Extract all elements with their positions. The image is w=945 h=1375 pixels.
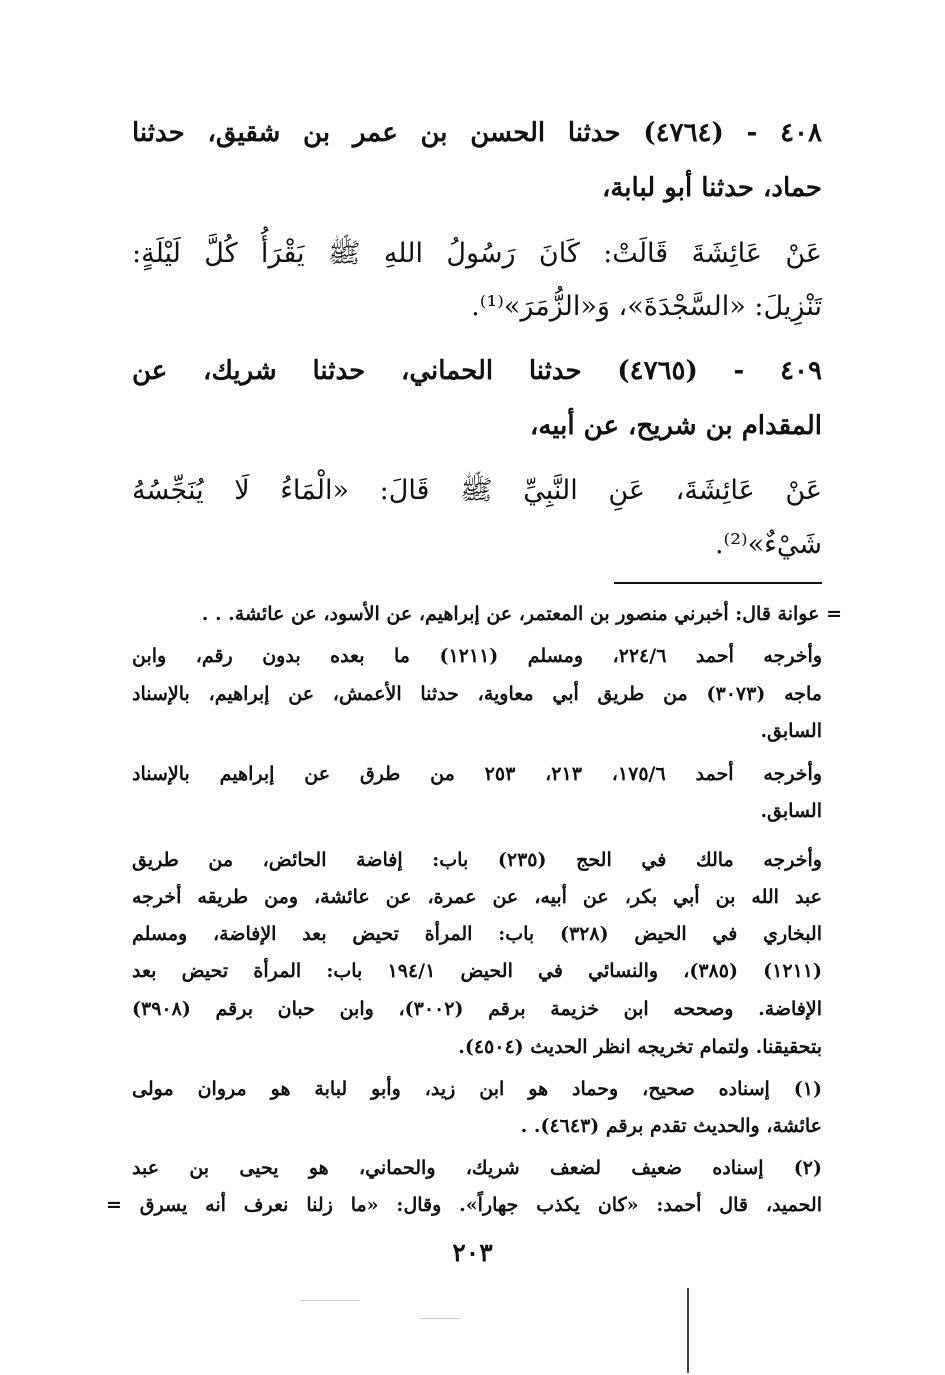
footnote-1-line-1: (١) إسناده صحيح، وحماد هو ابن زيد، وأبو لبابة هو مروان مولى (132, 1078, 822, 1100)
footnote-1-line-2: عائشة، والحديث تقدم برقم (٤٦٤٣). . (520, 1115, 822, 1137)
footnote-p3-line-2: عبد الله بن أبي بكر، عن أبيه، عن عمرة، عن عائشة، ومن طريقه أخرجه (132, 886, 822, 908)
footnote-2-line-2: الحميد، قال أحمد: «كان يكذب جهاراً». وقال: «ما زلنا نعرف أنه يسرق = (106, 1194, 822, 1216)
footnote-p2-line-2: السابق. (760, 800, 822, 822)
footnote-2-line-1: (٢) إسناده ضعيف لضعف شريك، والحماني، هو يحيى بن عبد (132, 1157, 822, 1179)
hadith-408-isnad-line-2: حماد، حدثنا أبو لبابة، (601, 173, 822, 203)
scan-smudge (420, 1318, 460, 1319)
hadith-408-matn-line-2: تَنْزِيلَ: «السَّجْدَةَ»، وَ«الزُّمَرَ»⁽¹⁾. (471, 291, 822, 322)
footnote-p3-line-6: بتحقيقنا. ولتمام تخريجه انظر الحديث (٤٥٠٤). (458, 1036, 822, 1058)
page-number: ٢٠٣ (452, 1238, 493, 1267)
hadith-408-matn-line-1: عَنْ عَائِشَةَ قَالَتْ: كَانَ رَسُولُ اللهِ ﷺ يَقْرَأُ كُلَّ لَيْلَةٍ: (132, 238, 822, 269)
hadith-409-matn-line-1: عَنْ عَائِشَةَ، عَنِ النَّبِيِّ ﷺ قَالَ: «الْمَاءُ لَا يُنَجِّسُهُ (132, 475, 822, 506)
footnote-p3-line-3: البخاري في الحيض (٣٢٨) باب: المرأة تحيض بعد الإفاضة، ومسلم (132, 923, 823, 945)
footnote-separator (614, 582, 822, 584)
scan-smudge (300, 1300, 360, 1301)
footnote-p1-line-2: ماجه (٣٠٧٣) من طريق أبي معاوية، حدثنا الأعمش، عن إبراهيم، بالإسناد (132, 683, 822, 705)
scan-margin-mark (687, 1288, 689, 1373)
footnote-p1-line-1: وأخرجه أحمد ٢٢٤/٦، ومسلم (١٢١١) ما بعده بدون رقم، وابن (132, 645, 822, 667)
hadith-409-isnad-line-1: ٤٠٩ - (٤٧٦٥) حدثنا الحماني، حدثنا شريك، عن (132, 356, 822, 386)
hadith-409-isnad-line-2: المقدام بن شريح، عن أبيه، (529, 411, 822, 441)
footnote-p3-line-4: (١٢١١) (٣٨٥)، والنسائي في الحيض ١٩٤/١ باب: المرأة تحيض بعد (132, 960, 822, 982)
footnote-p1-line-3: السابق. (760, 720, 822, 742)
hadith-409-matn-line-2: شَيْءٌ»⁽²⁾. (714, 529, 822, 560)
footnote-p3-line-1: وأخرجه مالك في الحج (٢٣٥) باب: إفاضة الحائض، من طريق (132, 849, 822, 871)
footnote-p3-line-5: الإفاضة. وصححه ابن خزيمة برقم (٣٠٠٢)، وابن حبان برقم (٣٩٠٨) (132, 998, 823, 1020)
footnote-continuation: = عوانة قال: أخبرني منصور بن المعتمر، عن إبراهيم، عن الأسود، عن عائشة. . . (201, 603, 842, 625)
hadith-408-isnad-line-1: ٤٠٨ - (٤٧٦٤) حدثنا الحسن بن عمر بن شقيق، حدثنا (132, 118, 822, 148)
footnote-p2-line-1: وأخرجه أحمد ١٧٥/٦، ٢١٣، ٢٥٣ من طرق عن إبراهيم بالإسناد (132, 763, 822, 785)
